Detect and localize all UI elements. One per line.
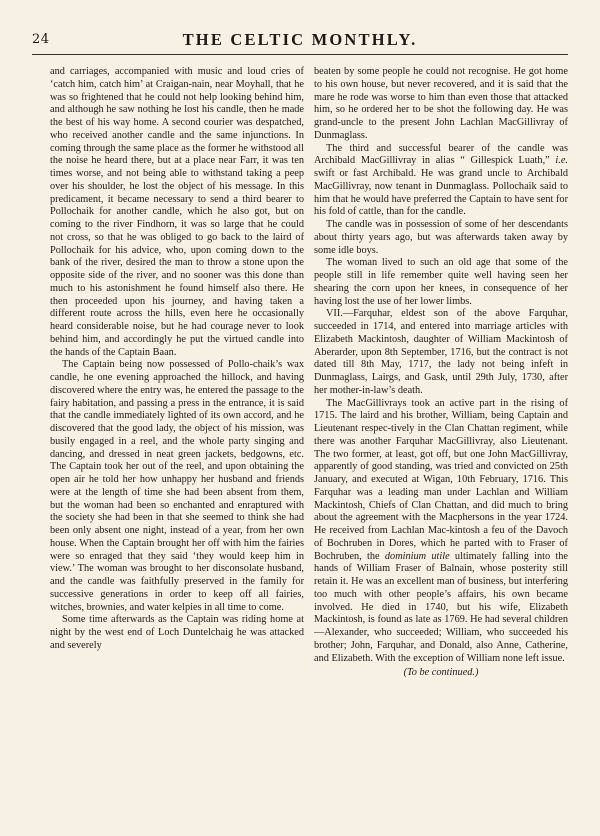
paragraph [314,398,568,666]
text-run: swift or fast Archibald. He was grand uncle to Archibald MacGillivray, now tenant in Dunmaglass. Pollochaik said to him that he would have preferred the Captain to have sent for his fold of cattle, than for the candle. [314,168,568,218]
right-column [314,66,568,828]
paragraph: VII.—Farquhar, eldest son of the above Farquhar, succeeded in 1714, and entered into marriage articles with Elizabeth Mackintosh, daughter of William Mackintosh of Aberarder, upon 8th September, 1716, but the contract is not dated till 8th May, 1717, the lady not being infeft in Dunmaglass, Lairgs, and Gask, until 29th July, 1730, after her mother-in-law’s death. [314,308,568,396]
paragraph: beaten by some people he could not recognise. He got home to his own house, but never recovered, and it is said that the mare he rode was worse to him than even those that attacked him, so he ordered her to be shot the following day. He was grand-uncle to the present John Lachlan MacGillivray of Dunmaglass. [314,66,568,141]
paragraph [314,143,568,220]
running-head: THE CELTIC MONTHLY. [182,30,418,49]
text-run: ultimately falling into the hands of William Fraser of Balnain, whose posterity still retain it. He was an excellent man of business, but interfering too much with other people’s affairs, his own became involved. He died in 1740, but his wife, Elizabeth Mackintosh, is found as late as 1769. He had several children—Alexander, who succeeded; William, who succeeded his brother; John, Farquhar, and Donald, also Anne, Catherine, and Elizabeth. With the exception of William none left issue. [314,550,568,664]
text-run: The MacGillivrays took an active part in the rising of 1715. The laird and his brother, William, being Captain and Lieutenant respec-tively in the Clan Chattan regiment, while there was another Farquhar MacGillivray, also Lieutenant. The two former, at least, got off, but one John MacGillivray, apparently of good standing, was tried and convicted on 25th January, and executed at Wigan, 10th February, 1716. This Farquhar was a leading man under Lachlan and William Mackintosh, Chiefs of Clan Chattan, and did much to bring about the agreement with the Macphersons in the year 1724. He received from Lachlan Mac-kintosh a feu of the Davoch of Bochruben in Dores, which he parted with to Fraser of Bochruben, the [314,397,568,562]
italic-phrase: dominium utile [384,550,450,562]
page-number: 24 [32,32,50,47]
paragraph: The woman lived to such an old age that some of the people still in life remember quite well having seen her shearing the corn upon her knees, in consequence of her having lost the use of her lower limbs. [314,257,568,307]
text-run: The third and successful bearer of the candle was Archibald MacGillivray in alias “ Gillespick Luath,” [314,142,568,167]
paragraph: and carriages, accompanied with music and loud cries of ‘catch him, catch him’ at Craigan-nain, near Moyhall, that he was so frightened that he could not help looking behind him, and although he saw nothing he lost his candle, then he made the best of his way home. A second courier was despatched, who received another candle and the same injunctions. In coming through the same place as the former he withstood all the noise he heard there, but at a place near Farr, it was ten times worse, and not being able to withstand taking a peep over his shoulder, he lost the object of his message. In this predicament, it became necessary to send a third bearer to Pollochaik for another candle, which he also got, but on coming to the river Findhorn, it was so large that he could not cross, so that he was obliged to go back to the laird of Pollochaik for his advice, who, upon coming down to the bank of the river, desired the man to throw a stone upon the opposite side of the river, and no sooner was this done than much to his astonishment he found himself also there. He then proceeded upon his journey, and having taken a different route across the hills, even here he occasionally heard considerable noise, but he had courage never to look behind him, and accordingly he put the virtued candle into the hands of the Captain Baan. [50,66,304,358]
continued-note: (To be continued.) [403,667,479,679]
page-header [32,30,568,55]
paragraph: The candle was in possession of some of her descendants about thirty years ago, but was afterwards taken away by some idle boys. [314,219,568,256]
paragraph: Some time afterwards as the Captain was riding home at night by the west end of Loch Duntelchaig he was attacked and severely [50,614,304,651]
left-column [50,66,304,828]
paragraph: The Captain being now possessed of Pollo-chaik’s wax candle, he one evening approached the hillock, and having discovered where the entry was, he entered the passage to the fairy habitation, and passing a press in the entrance, it is said that the candle immediately lighted of its own accord, and he discovered that the good lady, the object of his mission, was busily engaged in a reel, and the whole party singing and dancing, and dressed in neat green jackets, bedgowns, etc. The Captain took her out of the reel, and upon obtaining the open air he told her how unhappy her husband and friends were at the length of time she had been absent from them, but the woman had been so enchanted and enraptured with the society she had been in that she seemed to think she had been only absent one night, instead of a year, from her own house. When the Captain brought her off with him the fairies were so enraged that they said ‘they would keep him in view.’ The woman was brought to her disconsolate husband, and the candle was faithfully preserved in the family for successive generations in order to keep off all fairies, witches, brownies, and water kelpies in all time to come. [50,359,304,613]
italic-abbreviation: i.e. [555,155,568,167]
